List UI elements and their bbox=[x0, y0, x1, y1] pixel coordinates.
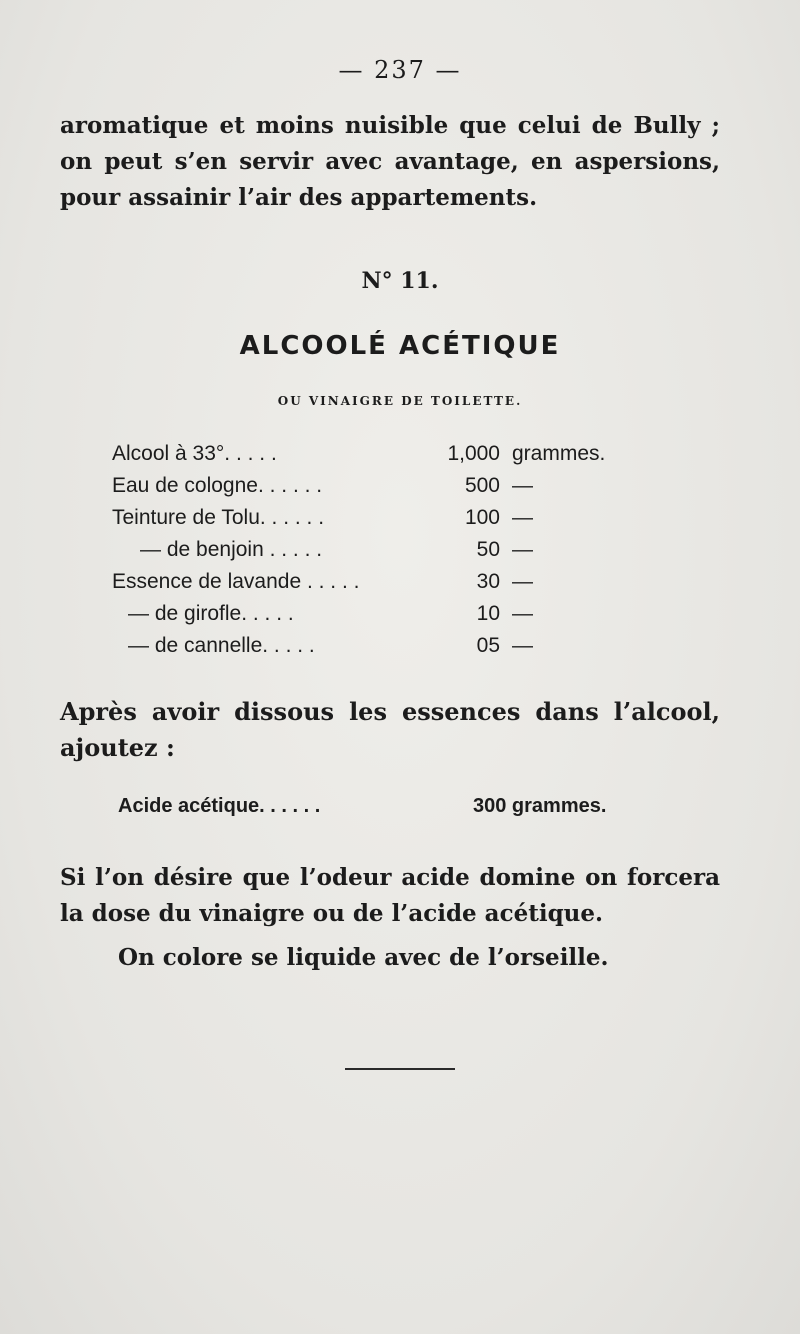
paragraph-on: On colore se liquide avec de l’orseille. bbox=[118, 944, 609, 971]
ingredient-row bbox=[112, 534, 612, 566]
ingredient-row bbox=[112, 470, 612, 502]
acid-name: Acide acétique. . . . . . bbox=[118, 795, 321, 817]
recipe-number: N° 11. bbox=[361, 268, 439, 294]
intro-paragraph: aromatique et moins nuisible que celui de Bully ; on peut s’en servir avec avantage, en aspersions, pour assainir l’air des appartements. bbox=[60, 112, 720, 211]
ingredient-quantity: 10 bbox=[476, 602, 500, 625]
ingredient-unit: grammes. bbox=[512, 442, 606, 465]
paragraph-apres: Après avoir dissous les essences dans l’alcool, ajoutez : bbox=[60, 697, 720, 762]
ingredient-name: Teinture de Tolu. . . . . . bbox=[112, 506, 325, 529]
section-rule bbox=[345, 1068, 455, 1070]
acid-row bbox=[118, 790, 678, 822]
acid-quantity: 300 grammes. bbox=[473, 795, 607, 817]
ingredient-row bbox=[112, 438, 612, 470]
ingredient-name: Alcool à 33°. . . . . bbox=[112, 442, 277, 465]
ingredient-unit: — bbox=[512, 538, 533, 561]
ingredient-quantity: 50 bbox=[476, 538, 500, 561]
ingredient-row bbox=[112, 566, 612, 598]
ingredient-list bbox=[112, 438, 612, 662]
ingredient-name: — de benjoin . . . . . bbox=[140, 538, 323, 561]
ingredient-name: — de cannelle. . . . . bbox=[128, 634, 315, 657]
ingredient-unit: — bbox=[512, 602, 533, 625]
recipe-title: ALCOOLÉ ACÉTIQUE bbox=[239, 331, 561, 361]
ingredient-quantity: 30 bbox=[476, 570, 500, 593]
page-number: — 237 — bbox=[338, 56, 462, 84]
ingredient-unit: — bbox=[512, 506, 533, 529]
ingredient-quantity: 1,000 bbox=[447, 442, 500, 465]
recipe-subtitle: OU VINAIGRE DE TOILETTE. bbox=[277, 394, 523, 408]
paragraph-si: Si l’on désire que l’odeur acide domine on forcera la dose du vinaigre ou de l’acide acétique. bbox=[60, 864, 720, 927]
ingredient-name: Eau de cologne. . . . . . bbox=[112, 474, 323, 497]
ingredient-quantity: 100 bbox=[464, 506, 500, 529]
ingredient-quantity: 500 bbox=[464, 474, 500, 497]
ingredient-unit: — bbox=[512, 570, 533, 593]
ingredient-name: — de girofle. . . . . bbox=[128, 602, 294, 625]
ingredient-unit: — bbox=[512, 634, 533, 657]
ingredient-row bbox=[112, 502, 612, 534]
ingredient-row bbox=[112, 598, 612, 630]
ingredient-unit: — bbox=[512, 474, 533, 497]
ingredient-quantity: 05 bbox=[476, 634, 500, 657]
ingredient-row bbox=[112, 630, 612, 662]
ingredient-name: Essence de lavande . . . . . bbox=[112, 570, 360, 593]
